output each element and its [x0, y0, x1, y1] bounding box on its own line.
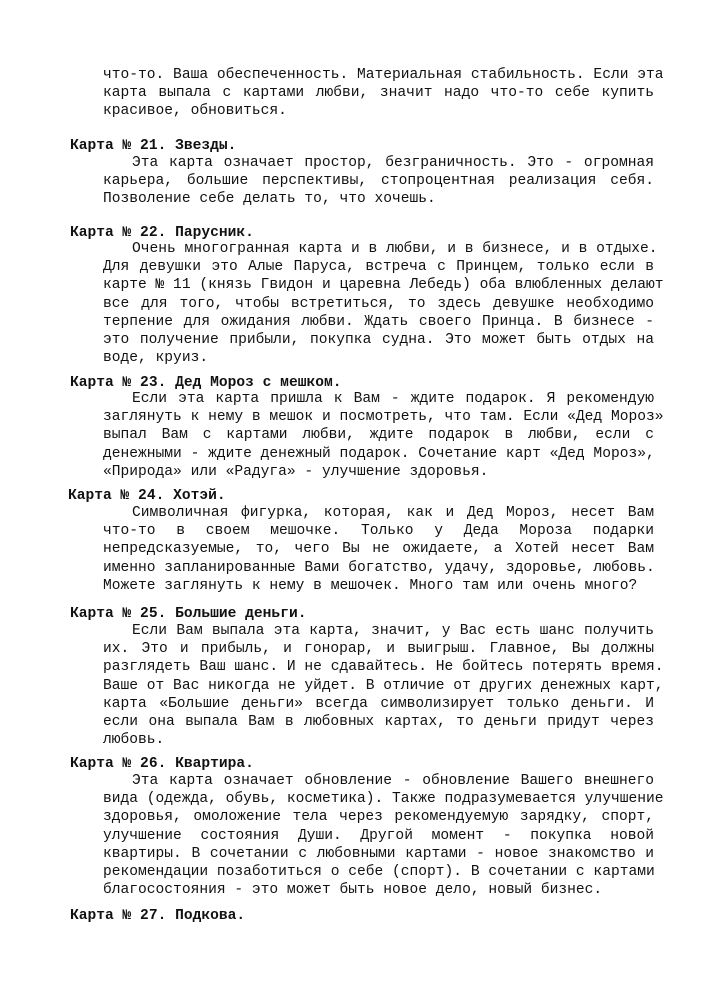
text-line: улучшение состояния Души. Другой момент - покупка новой	[103, 827, 654, 844]
text-line: Позволение себе делать то, что хочешь.	[103, 191, 436, 208]
intro-paragraph	[103, 66, 664, 121]
text-line: что-то. Ваша обеспеченность. Материальная стабильность. Если эта	[103, 67, 664, 83]
card-26-paragraph	[103, 772, 664, 899]
text-line: квартиры. В сочетании с любовными картами - новое знакомство и	[103, 845, 654, 862]
text-line: «Природа» или «Радуга» - улучшение здоровья.	[103, 463, 489, 480]
text-line: заглянуть к нему в мешок и посмотреть, что там. Если «Дед Мороз»	[103, 409, 664, 426]
card-23-heading: Карта № 23. Дед Мороз с мешком.	[70, 375, 342, 391]
card-21-heading: Карта № 21. Звезды.	[70, 138, 237, 154]
text-line: карта «Большие деньги» всегда символизирует только деньги. И	[103, 695, 654, 712]
card-27-heading: Карта № 27. Подкова.	[70, 908, 246, 924]
text-line: любовь.	[103, 732, 165, 749]
text-line: Если Вам выпала эта карта, значит, у Вас есть шанс получить	[132, 623, 654, 639]
text-line: вида (одежда, обувь, косметика). Также подразумевается улучшение	[103, 791, 664, 808]
text-line: карте № 11 (князь Гвидон и царевна Лебедь) оба влюбленных делают	[103, 277, 664, 294]
text-line: Если эта карта пришла к Вам - ждите подарок. Я рекомендую	[132, 391, 654, 407]
text-line: Можете заглянуть к нему в мешочек. Много там или очень много?	[103, 577, 638, 594]
text-line: Символичная фигурка, которая, как и Дед Мороз, несет Вам	[132, 505, 654, 521]
text-line: разглядеть Ваш шанс. И не сдавайтесь. Не бойтесь потерять время.	[103, 659, 664, 676]
text-line: карьера, большие перспективы, стопроцентная реализация себя.	[103, 173, 654, 190]
card-21-paragraph	[103, 154, 654, 209]
text-line: Для девушки это Алые Паруса, встреча с Принцем, только если в	[103, 259, 654, 276]
text-line: непредсказуемые, то, чего Вы не ожидаете, а Хотей несет Вам	[103, 541, 654, 558]
text-line: воде, круиз.	[103, 350, 209, 367]
text-line: их. Это и прибыль, и гонорар, и выигрыш. Главное, Вы должны	[103, 641, 654, 658]
card-26-heading: Карта № 26. Квартира.	[70, 756, 254, 772]
text-line: рекомендации позаботиться о себе (спорт). В сочетании с картами	[103, 863, 655, 880]
text-line: красивое, обновиться.	[103, 103, 287, 120]
text-line: это получение прибыли, покупка судна. Это может быть отдых на	[103, 331, 654, 348]
text-line: терпение для ожидания любви. Ждать своего Принца. В бизнесе -	[103, 313, 654, 330]
text-line: карта выпала с картами любви, значит надо что-то себе купить	[103, 85, 654, 102]
text-line: денежными - ждите денежный подарок. Сочетание карт «Дед Мороз»,	[103, 445, 655, 462]
card-22-paragraph	[103, 240, 664, 367]
text-line: Эта карта означает простор, безграничность. Это - огромная	[132, 155, 654, 171]
text-line: если она выпала Вам в любовных картах, то деньги придут через	[103, 713, 654, 730]
card-25-paragraph	[103, 622, 664, 749]
text-line: Эта карта означает обновление - обновление Вашего внешнего	[132, 773, 654, 789]
text-line: что-то в своем мешочке. Только у Деда Мороза подарки	[103, 523, 654, 540]
card-25-heading: Карта № 25. Большие деньги.	[70, 606, 307, 622]
card-24-paragraph	[103, 504, 654, 595]
text-line: здоровья, омоложение тела через рекомендуемую зарядку, спорт,	[103, 809, 654, 826]
text-line: Очень многогранная карта и в любви, и в бизнесе, и в отдыхе.	[132, 241, 658, 257]
text-line: Ваше от Вас никогда не уйдет. В отличие от других денежных карт,	[103, 677, 664, 694]
text-line: выпал Вам с картами любви, ждите подарок в любви, если с	[103, 427, 654, 444]
card-23-paragraph	[103, 390, 664, 481]
text-line: благосостояния - это может быть новое дело, новый бизнес.	[103, 882, 603, 899]
card-22-heading: Карта № 22. Парусник.	[70, 225, 254, 241]
text-line: именно запланированные Вами богатство, удачу, здоровье, любовь.	[103, 559, 655, 576]
text-line: все для того, чтобы встретиться, то здесь девушке необходимо	[103, 295, 654, 312]
card-24-heading: Карта № 24. Хотэй.	[68, 488, 226, 504]
